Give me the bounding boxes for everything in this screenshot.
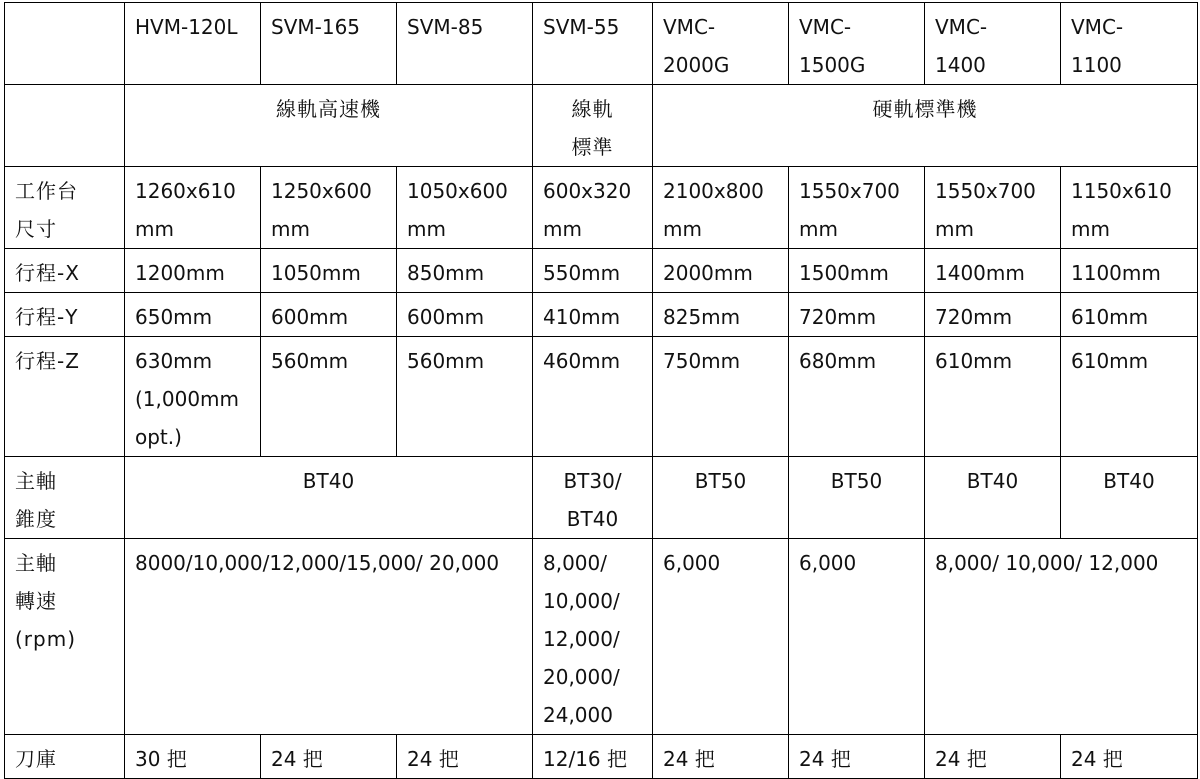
table-cell: 720mm — [925, 293, 1061, 337]
table-cell: 24 把 — [925, 735, 1061, 779]
table-cell: 1550x700 mm — [789, 167, 925, 249]
table-cell: 1550x700 mm — [925, 167, 1061, 249]
row-label: 主軸 轉速 (rpm) — [5, 539, 125, 735]
row-label: 工作台 尺寸 — [5, 167, 125, 249]
model-header: SVM-85 — [397, 3, 533, 85]
spindle-speed-row — [5, 539, 1198, 735]
row-label: 行程-Y — [5, 293, 125, 337]
table-cell: 600x320 mm — [533, 167, 653, 249]
table-cell: 560mm — [397, 337, 533, 457]
corner-cell — [5, 85, 125, 167]
table-cell: 1100mm — [1061, 249, 1198, 293]
table-cell: 24 把 — [397, 735, 533, 779]
table-cell: 610mm — [1061, 293, 1198, 337]
spec-table — [4, 2, 1198, 779]
model-header: SVM-55 — [533, 3, 653, 85]
corner-cell — [5, 3, 125, 85]
row-label: 行程-Z — [5, 337, 125, 457]
table-cell: BT40 — [125, 457, 533, 539]
model-header-row — [5, 3, 1198, 85]
category-box-standard: 硬軌標準機 — [653, 85, 1198, 167]
tool-magazine-row — [5, 735, 1198, 779]
table-cell: 12/16 把 — [533, 735, 653, 779]
table-cell: 1050mm — [261, 249, 397, 293]
travel-z-row — [5, 337, 1198, 457]
table-cell: BT50 — [789, 457, 925, 539]
table-cell: BT50 — [653, 457, 789, 539]
table-cell: 560mm — [261, 337, 397, 457]
table-cell: 1250x600 mm — [261, 167, 397, 249]
row-label: 主軸 錐度 — [5, 457, 125, 539]
table-cell: 24 把 — [789, 735, 925, 779]
table-cell: 680mm — [789, 337, 925, 457]
table-cell: 1050x600 mm — [397, 167, 533, 249]
table-cell: 600mm — [397, 293, 533, 337]
category-linear-high-speed: 線軌高速機 — [125, 85, 533, 167]
table-cell: 2000mm — [653, 249, 789, 293]
table-cell: 850mm — [397, 249, 533, 293]
table-cell: 460mm — [533, 337, 653, 457]
table-cell: 1260x610 mm — [125, 167, 261, 249]
table-cell: BT30/ BT40 — [533, 457, 653, 539]
model-header: HVM-120L — [125, 3, 261, 85]
table-size-row — [5, 167, 1198, 249]
model-header: SVM-165 — [261, 3, 397, 85]
table-cell: 8,000/ 10,000/ 12,000 — [925, 539, 1198, 735]
table-cell: 6,000 — [789, 539, 925, 735]
table-cell: BT40 — [925, 457, 1061, 539]
table-cell: 30 把 — [125, 735, 261, 779]
table-cell: 1400mm — [925, 249, 1061, 293]
table-cell: 1200mm — [125, 249, 261, 293]
category-row — [5, 85, 1198, 167]
row-label: 刀庫 — [5, 735, 125, 779]
table-cell: 550mm — [533, 249, 653, 293]
travel-y-row — [5, 293, 1198, 337]
row-label: 行程-X — [5, 249, 125, 293]
table-cell: 610mm — [925, 337, 1061, 457]
spindle-taper-row — [5, 457, 1198, 539]
table-cell: 630mm (1,000mm opt.) — [125, 337, 261, 457]
table-cell: 825mm — [653, 293, 789, 337]
model-header: VMC- 1500G — [789, 3, 925, 85]
table-cell: 24 把 — [261, 735, 397, 779]
table-cell: 720mm — [789, 293, 925, 337]
model-header: VMC- 2000G — [653, 3, 789, 85]
table-cell: 1500mm — [789, 249, 925, 293]
table-cell: 650mm — [125, 293, 261, 337]
table-cell: 2100x800 mm — [653, 167, 789, 249]
table-cell: 1150x610 mm — [1061, 167, 1198, 249]
table-cell: 6,000 — [653, 539, 789, 735]
table-cell: 750mm — [653, 337, 789, 457]
table-cell: 24 把 — [653, 735, 789, 779]
table-cell: 8000/10,000/12,000/15,000/ 20,000 — [125, 539, 533, 735]
table-cell: BT40 — [1061, 457, 1198, 539]
table-cell: 410mm — [533, 293, 653, 337]
model-header: VMC- 1400 — [925, 3, 1061, 85]
table-cell: 24 把 — [1061, 735, 1198, 779]
table-cell: 8,000/ 10,000/ 12,000/ 20,000/ 24,000 — [533, 539, 653, 735]
category-linear-standard: 線軌 標準 — [533, 85, 653, 167]
table-cell: 610mm — [1061, 337, 1198, 457]
travel-x-row — [5, 249, 1198, 293]
table-cell: 600mm — [261, 293, 397, 337]
model-header: VMC- 1100 — [1061, 3, 1198, 85]
